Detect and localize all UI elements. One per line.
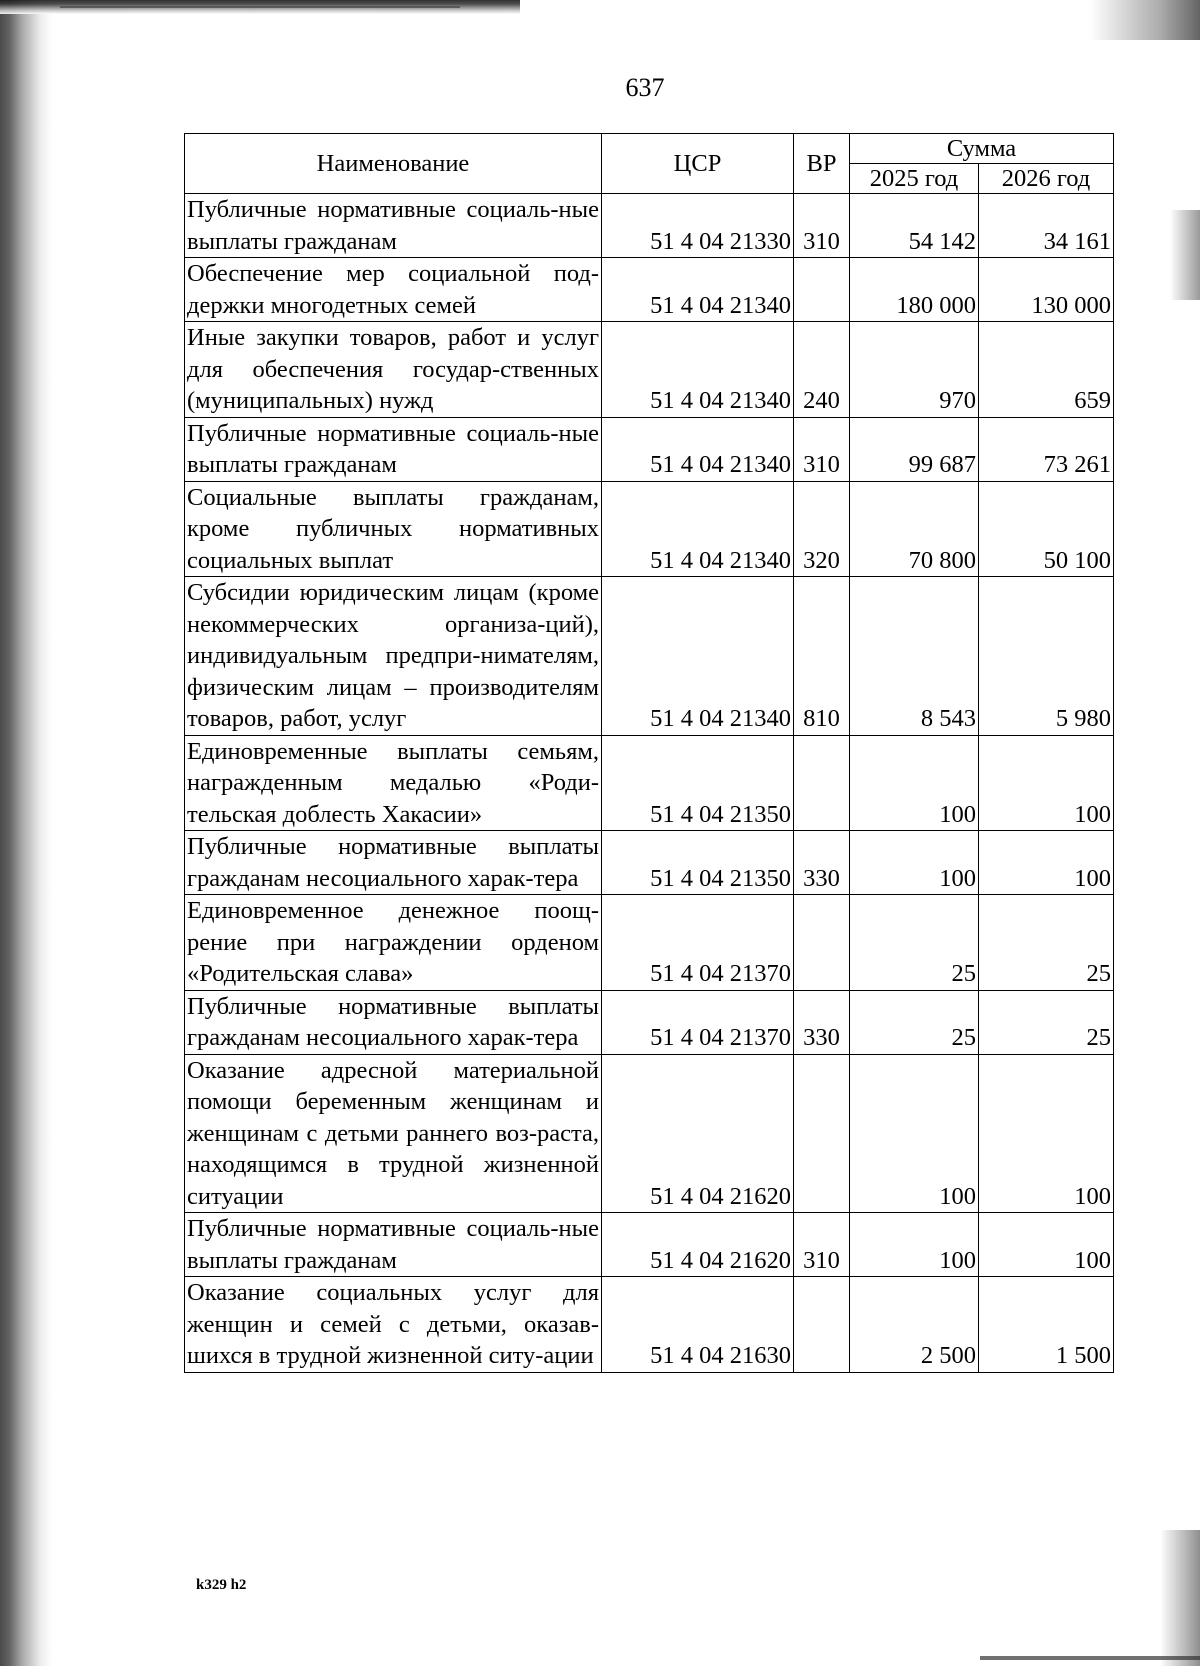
row-sum-2026: 1 500 xyxy=(979,1277,1114,1373)
budget-table xyxy=(184,133,1114,1373)
row-csr: 51 4 04 21620 xyxy=(602,1054,794,1213)
row-name: Единовременное денежное поощ-рение при награждении орденом «Родительская слава» xyxy=(185,895,602,991)
row-sum-2025: 54 142 xyxy=(850,194,979,258)
row-name: Оказание социальных услуг для женщин и семей с детьми, оказав-шихся в трудной жизненной ситу-ации xyxy=(185,1277,602,1373)
row-csr: 51 4 04 21630 xyxy=(602,1277,794,1373)
row-name: Публичные нормативные выплаты гражданам несоциального харак-тера xyxy=(185,990,602,1054)
row-vr: 810 xyxy=(794,577,850,736)
row-sum-2026: 50 100 xyxy=(979,481,1114,577)
row-sum-2026: 100 xyxy=(979,1054,1114,1213)
row-vr xyxy=(794,735,850,831)
row-name: Иные закупки товаров, работ и услуг для обеспечения государ-ственных (муниципальных) нужд xyxy=(185,322,602,418)
table-row xyxy=(185,194,1114,258)
row-name: Публичные нормативные социаль-ные выплаты гражданам xyxy=(185,194,602,258)
row-name: Оказание адресной материальной помощи беременным женщинам и женщинам с детьми раннего воз-раста, находящимся в трудной жизненной ситуации xyxy=(185,1054,602,1213)
header-row xyxy=(185,134,1114,164)
row-sum-2025: 2 500 xyxy=(850,1277,979,1373)
row-vr: 310 xyxy=(794,1213,850,1277)
row-sum-2026: 34 161 xyxy=(979,194,1114,258)
row-csr: 51 4 04 21340 xyxy=(602,258,794,322)
page-number: 637 xyxy=(625,73,665,102)
row-name: Обеспечение мер социальной под-держки многодетных семей xyxy=(185,258,602,322)
row-sum-2026: 659 xyxy=(979,322,1114,418)
row-name: Социальные выплаты гражданам, кроме публичных нормативных социальных выплат xyxy=(185,481,602,577)
row-vr xyxy=(794,895,850,991)
row-sum-2025: 100 xyxy=(850,831,979,895)
row-sum-2026: 100 xyxy=(979,1213,1114,1277)
scan-bottom-line xyxy=(980,1656,1200,1660)
row-csr: 51 4 04 21330 xyxy=(602,194,794,258)
row-csr: 51 4 04 21340 xyxy=(602,577,794,736)
row-vr xyxy=(794,1054,850,1213)
row-vr: 310 xyxy=(794,417,850,481)
row-csr: 51 4 04 21340 xyxy=(602,417,794,481)
scan-edge-mark-bottom xyxy=(1160,1530,1200,1666)
table-row xyxy=(185,258,1114,322)
table-row xyxy=(185,735,1114,831)
row-sum-2026: 5 980 xyxy=(979,577,1114,736)
document-code: k329 h2 xyxy=(196,1577,247,1593)
header-sum: Сумма xyxy=(850,134,1114,164)
row-sum-2025: 25 xyxy=(850,895,979,991)
row-csr: 51 4 04 21620 xyxy=(602,1213,794,1277)
scan-top-line xyxy=(60,6,460,8)
row-sum-2026: 25 xyxy=(979,990,1114,1054)
row-csr: 51 4 04 21350 xyxy=(602,735,794,831)
row-vr: 310 xyxy=(794,194,850,258)
row-sum-2025: 25 xyxy=(850,990,979,1054)
row-vr: 240 xyxy=(794,322,850,418)
row-csr: 51 4 04 21370 xyxy=(602,895,794,991)
row-name: Публичные нормативные социаль-ные выплаты гражданам xyxy=(185,1213,602,1277)
table-row xyxy=(185,1277,1114,1373)
scan-corner-shadow xyxy=(1090,0,1200,40)
header-name: Наименование xyxy=(185,134,602,194)
row-name: Субсидии юридическим лицам (кроме некоммерческих организа-ций), индивидуальным предпри-нимателям, физическим лицам – производителям товаров, работ, услуг xyxy=(185,577,602,736)
table-row xyxy=(185,417,1114,481)
row-sum-2025: 8 543 xyxy=(850,577,979,736)
row-sum-2025: 70 800 xyxy=(850,481,979,577)
header-vr: ВР xyxy=(794,134,850,194)
row-sum-2026: 130 000 xyxy=(979,258,1114,322)
table-row xyxy=(185,1054,1114,1213)
row-vr xyxy=(794,258,850,322)
table-row xyxy=(185,990,1114,1054)
header-year-2026: 2026 год xyxy=(979,164,1114,194)
row-sum-2026: 100 xyxy=(979,735,1114,831)
scan-edge-mark xyxy=(1170,210,1200,300)
row-csr: 51 4 04 21340 xyxy=(602,322,794,418)
row-csr: 51 4 04 21340 xyxy=(602,481,794,577)
table-row xyxy=(185,831,1114,895)
table-row xyxy=(185,481,1114,577)
row-csr: 51 4 04 21350 xyxy=(602,831,794,895)
table-row xyxy=(185,895,1114,991)
row-sum-2025: 100 xyxy=(850,1213,979,1277)
row-name: Единовременные выплаты семьям, награжденным медалью «Роди-тельская доблесть Хакасии» xyxy=(185,735,602,831)
scan-edge-shadow xyxy=(0,0,52,1666)
header-csr: ЦСР xyxy=(602,134,794,194)
table-row xyxy=(185,1213,1114,1277)
row-sum-2025: 100 xyxy=(850,1054,979,1213)
row-sum-2025: 100 xyxy=(850,735,979,831)
table-row xyxy=(185,322,1114,418)
row-sum-2025: 970 xyxy=(850,322,979,418)
row-name: Публичные нормативные выплаты гражданам несоциального харак-тера xyxy=(185,831,602,895)
row-sum-2025: 180 000 xyxy=(850,258,979,322)
row-sum-2026: 25 xyxy=(979,895,1114,991)
row-vr: 330 xyxy=(794,990,850,1054)
row-vr xyxy=(794,1277,850,1373)
row-vr: 320 xyxy=(794,481,850,577)
row-name: Публичные нормативные социаль-ные выплаты гражданам xyxy=(185,417,602,481)
table-row xyxy=(185,577,1114,736)
row-csr: 51 4 04 21370 xyxy=(602,990,794,1054)
row-vr: 330 xyxy=(794,831,850,895)
header-year-2025: 2025 год xyxy=(850,164,979,194)
row-sum-2026: 73 261 xyxy=(979,417,1114,481)
row-sum-2026: 100 xyxy=(979,831,1114,895)
row-sum-2025: 99 687 xyxy=(850,417,979,481)
